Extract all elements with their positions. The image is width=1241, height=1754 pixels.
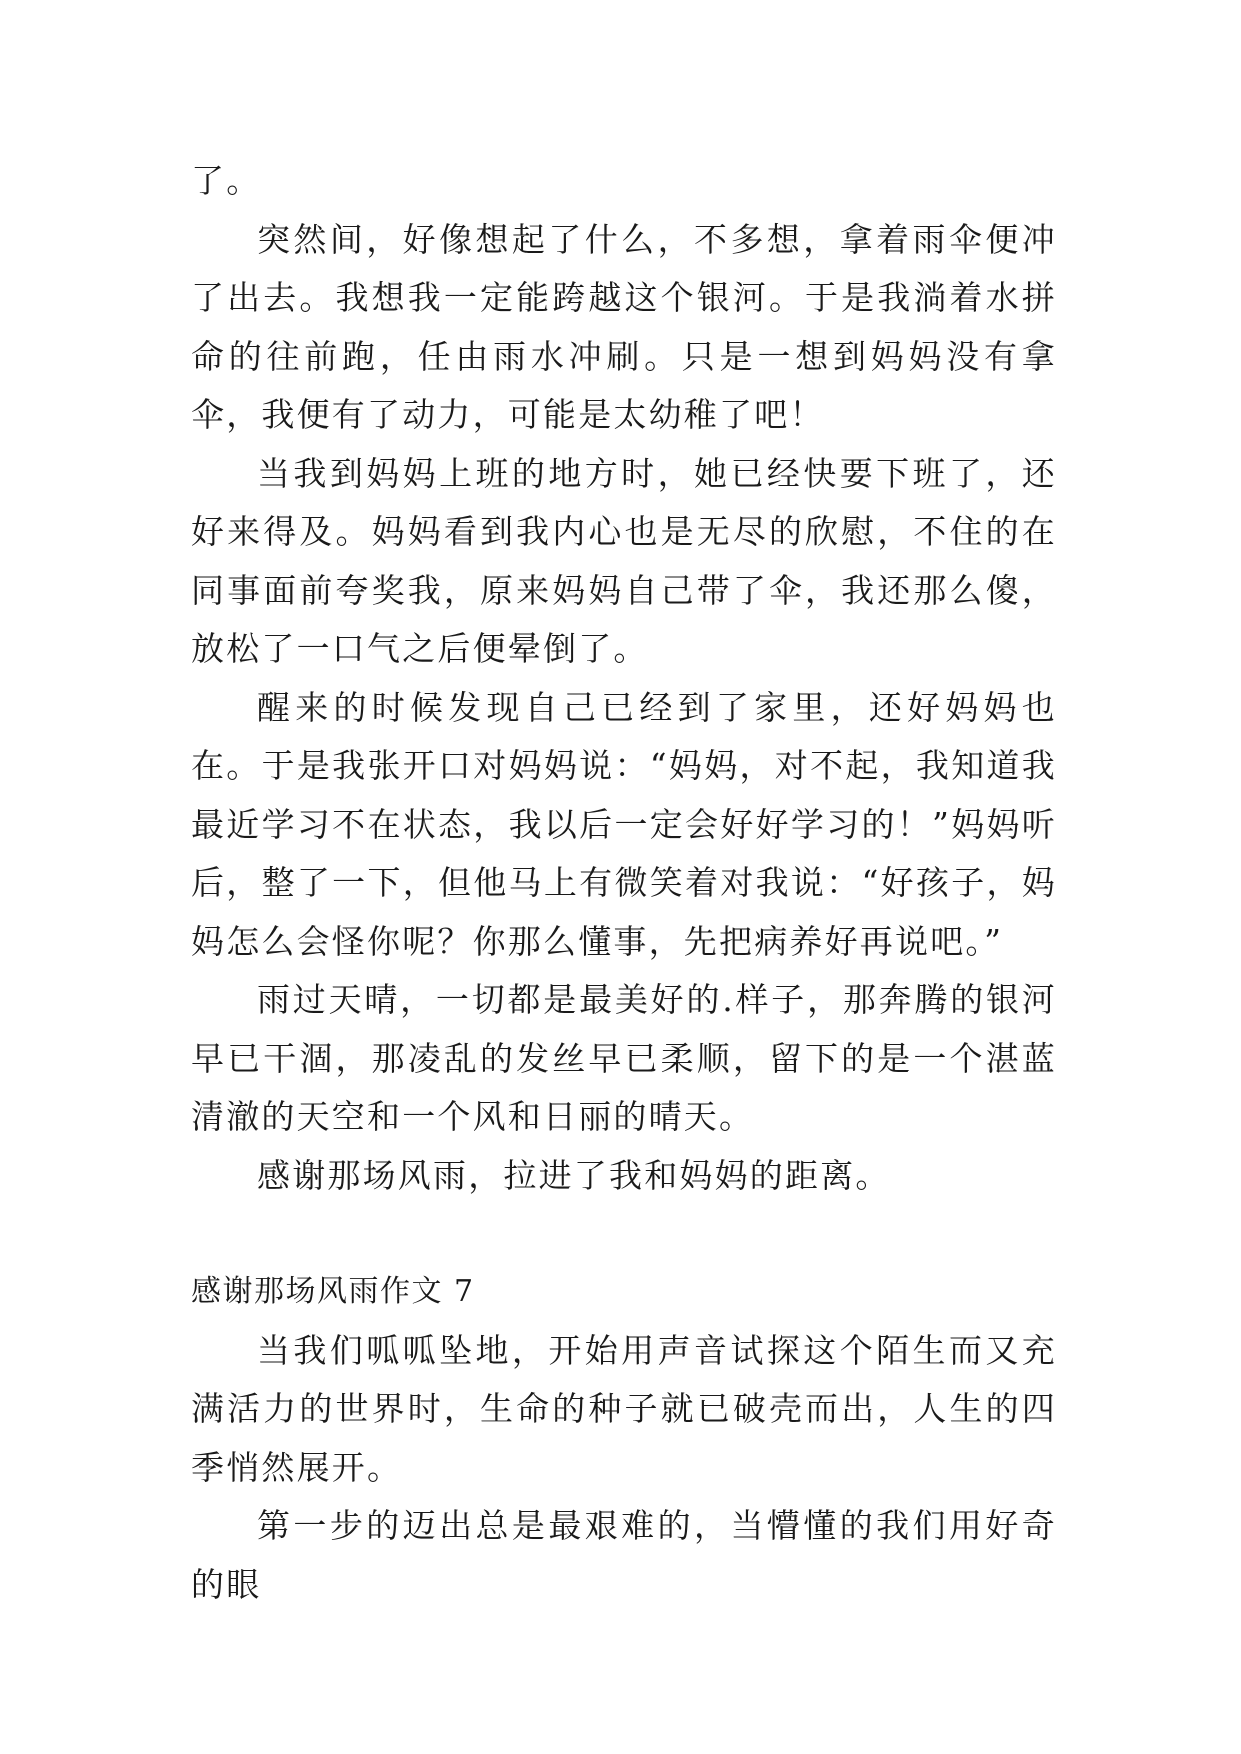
paragraph-run-with-umbrella: 突然间，好像想起了什么，不多想，拿着雨伞便冲了出去。我想我一定能跨越这个银河。于是我淌着水拼命的往前跑，任由雨水冲刷。只是一想到妈妈没有拿伞，我便有了动力，可能是太幼稚了吧！	[191, 219, 1057, 434]
paragraph-birth: 当我们呱呱坠地，开始用声音试探这个陌生而又充满活力的世界时，生命的种子就已破壳而出，人生的四季悄然展开。	[191, 1330, 1057, 1487]
paragraph-continuation: 了。	[191, 161, 262, 200]
paragraph-arrive-at-work: 当我到妈妈上班的地方时，她已经快要下班了，还好来得及。妈妈看到我内心也是无尽的欣慰，不住的在同事面前夸奖我，原来妈妈自己带了伞，我还那么傻，放松了一口气之后便晕倒了。	[191, 453, 1057, 668]
text-column	[191, 152, 1057, 1614]
section-heading: 感谢那场风雨作文 7	[191, 1274, 475, 1309]
paragraph-after-rain: 雨过天晴，一切都是最美好的.样子，那奔腾的银河早已干涸，那凌乱的发丝早已柔顺，留下的是一个湛蓝清澈的天空和一个风和日丽的晴天。	[191, 980, 1057, 1136]
paragraph-wake-up-at-home: 醒来的时候发现自己已经到了家里，还好妈妈也在。于是我张开口对妈妈说：“妈妈，对不起，我知道我最近学习不在状态，我以后一定会好好学习的！”妈妈听后，整了一下，但他马上有微笑着对我说：“好孩子，妈妈怎么会怪你呢？你那么懂事，先把病养好再说吧。”	[191, 687, 1057, 961]
paragraph-gratitude: 感谢那场风雨，拉进了我和妈妈的距离。	[257, 1155, 891, 1195]
paragraph-first-step: 第一步的迈出总是最艰难的，当懵懂的我们用好奇的眼	[191, 1506, 1057, 1604]
